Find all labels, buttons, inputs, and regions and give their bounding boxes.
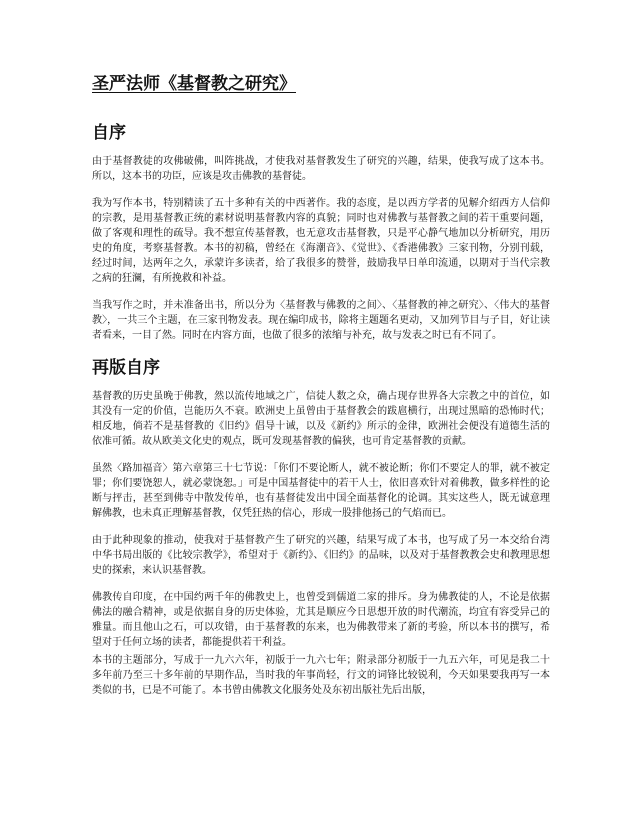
paragraph: 佛教传自印度，在中国约两千年的佛教史上，也曾受到儒道二家的排斥。身为佛教徒的人，不论是依据佛法的融合精神，或是依据自身的历史体验，尤其是顺应今日思想开放的时代潮流，均宜有容受异己的雅量。而且他山之石，可以攻错，由于基督教的东来，也为佛教带来了新的考验，所以本书的撰写，希望对于任何立场的读者，都能提供若干利益。 <box>92 592 550 648</box>
paragraph: 当我写作之时，并未准备出书，所以分为〈基督教与佛教的之间〉、〈基督教的神之研究〉、〈伟大的基督教〉，一共三个主题，在三家刊物发表。现在编印成书，除将主题题名更动，又加列节目与子目，好让读者看来，一目了然。同时在内容方面，也做了很多的浓缩与补充，故与发表之时已有不同了。 <box>92 300 550 341</box>
section-heading-preface: 自序 <box>92 123 126 143</box>
document-title: 圣严法师《基督教之研究》 <box>92 74 296 94</box>
paragraph: 本书的主题部分，写成于一九六六年，初版于一九六七年；附录部分初版于一九五六年，可见是我二十多年前乃至三十多年前的早期作品，当时我的年事尚轻，行文的词锋比较锐利，今天如果要我再写一本类似的书，已是不可能了。本书曾由佛教文化服务处及东初出版社先后出版， <box>92 655 550 696</box>
paragraph: 虽然〈路加福音〉第六章第三十七节说：「你们不要论断人，就不被论断；你们不要定人的罪，就不被定罪；你们要饶恕人，就必蒙饶恕。」可是中国基督徒中的若干人士，依旧喜欢针对着佛教，做多样性的论断与抨击，甚至到佛寺中散发传单，也有基督徒发出中国全面基督化的论调。其实这些人，既无诚意理解佛教，也未真正理解基督教，仅凭狂热的信心，形成一股排他扬己的气焰而已。 <box>92 463 550 519</box>
section-heading-second-edition-preface: 再版自序 <box>92 358 160 378</box>
paragraph: 由于基督教徒的攻佛破佛，叫阵挑战，才使我对基督教发生了研究的兴趣，结果，使我写成了这本书。所以，这本书的功臣，应该是攻击佛教的基督徒。 <box>92 156 550 182</box>
paragraph: 基督教的历史虽晚于佛教，然以流传地域之广，信徒人数之众，确占现存世界各大宗教之中的首位，如其没有一定的价值，岂能历久不衰。欧洲史上虽曾由于基督教会的跋扈横行，出现过黑暗的恐怖时代；相反地，倘若不是基督教的《旧约》倡导十诫，以及《新约》所示的金律，欧洲社会便没有道德生活的依准可循。故从欧美文化史的观点，既可发现基督教的偏狭，也可肯定基督教的贡献。 <box>92 391 550 447</box>
document-page <box>92 72 550 698</box>
paragraph: 我为写作本书，特别精读了五十多种有关的中西著作。我的态度，是以西方学者的见解介绍西方人信仰的宗教，是用基督教正统的素材说明基督教内容的真貌；同时也对佛教与基督教之间的若干重要问题，做了客观和理性的疏导。我不想宣传基督教，也无意攻击基督教，只是平心静气地加以分析研究，用历史的角度，考察基督教。本书的初稿，曾经在《海潮音》、《觉世》、《香港佛教》三家刊物，分别刊载，经过时间，达两年之久，承蒙许多读者，给了我很多的赞誉，鼓励我早日单印流通，以期对于当代宗教之病的狂澜，有所挽救和补益。 <box>92 198 550 284</box>
paragraph: 由于此种现象的推动，使我对于基督教产生了研究的兴趣，结果写成了本书，也写成了另一本交给台湾中华书局出版的《比较宗教学》，希望对于《新约》、《旧约》的品味，以及对于基督教教会史和教理思想史的探索，来认识基督教。 <box>92 535 550 576</box>
